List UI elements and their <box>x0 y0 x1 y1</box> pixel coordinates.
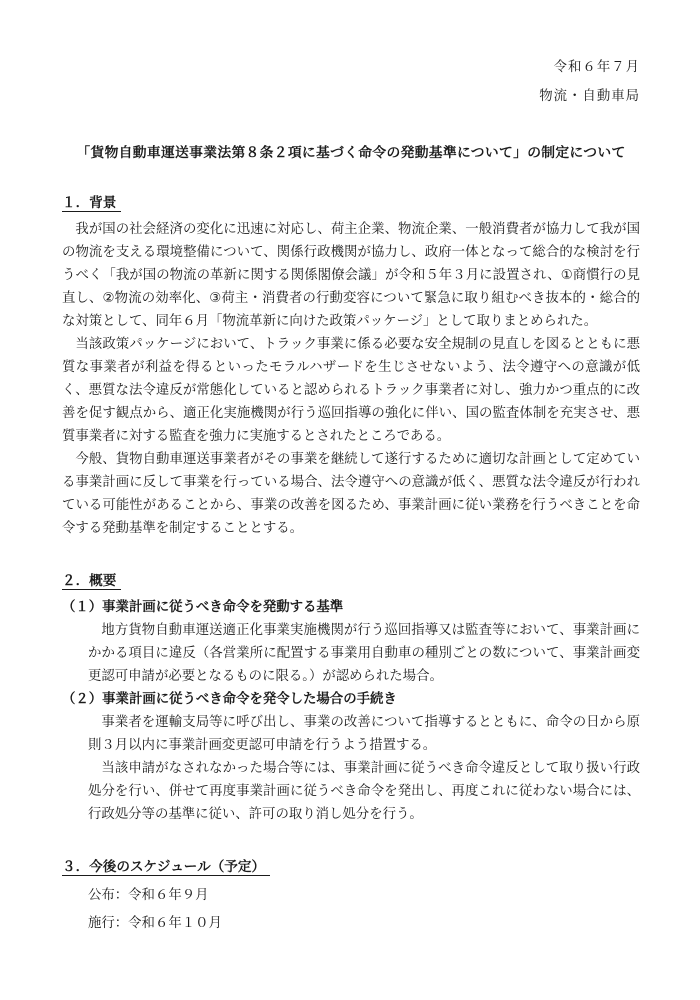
background-paragraph-2: 当該政策パッケージにおいて、トラック事業に係る必要な安全規制の見直しを図るとともに悪質な事業者が利益を得るといったモラルハザードを生じさせないよう、法令遵守への意識が低く、悪質な法令違反が常態化していると認められるトラック事業者に対し、強力かつ重点的に改善を促す観点から、適正化実施機関が行う巡回指導の強化に伴い、国の監査体制を充実させ、悪質事業者に対する監査を強力に実施するとされたところである。 <box>62 336 640 443</box>
overview-item-2-label: （２）事業計画に従うべき命令を発令した場合の手続き <box>62 691 397 706</box>
overview-item-1-label: （１）事業計画に従うべき命令を発動する基準 <box>62 599 344 614</box>
overview-item-2-body-2: 当該申請がなされなかった場合等には、事業計画に従うべき命令違反として取り扱い行政処分を行い、併せて再度事業計画に従うべき命令を発出し、再度これに従わない場合には、行政処分等の基準に従い、許可の取り消し処分を行う。 <box>88 760 640 821</box>
section-2-heading-text: ２．概要 <box>62 573 121 590</box>
schedule-content <box>62 881 640 937</box>
section-2-heading <box>62 571 640 591</box>
schedule-promulgation-line: 公布：令和６年９月 <box>88 887 209 902</box>
document-header <box>62 58 640 105</box>
section-1-heading-text: １．背景 <box>62 195 121 212</box>
section-overview <box>62 571 640 825</box>
overview-item-2-body-1: 事業者を運輸支局等に呼び出し、事業の改善について指導するとともに、命令の日から原則３月以内に事業計画変更認可申請を行うよう措置する。 <box>88 714 640 752</box>
document-title: 「貨物自動車運送事業法第８条２項に基づく命令の発動基準について」の制定について <box>76 145 626 160</box>
section-3-heading-text: ３．今後のスケジュール（予定） <box>62 859 270 876</box>
org-line: 物流・自動車局 <box>539 88 640 103</box>
section-background <box>62 193 640 539</box>
date-line: 令和６年７月 <box>553 59 640 74</box>
section-3-heading <box>62 857 640 877</box>
background-paragraph-1: 我が国の社会経済の変化に迅速に対応し、荷主企業、物流企業、一般消費者が協力して我が国の物流を支える環境整備について、関係行政機関が協力し、政府一体となって総合的な検討を行うべく「我が国の物流の革新に関する関係閣僚会議」が令和５年３月に設置され、①商慣行の見直し、②物流の効率化、③荷主・消費者の行動変容について緊急に取り組むべき抜本的・総合的な対策として、同年６月「物流革新に向けた政策パッケージ」として取りまとめられた。 <box>62 221 640 328</box>
section-1-heading <box>62 193 640 213</box>
overview-content <box>62 595 640 825</box>
overview-item-1-body: 地方貨物自動車運送適正化事業実施機関が行う巡回指導又は監査等において、事業計画にかかる項目に違反（各営業所に配置する事業用自動車の種別ごとの数について、事業計画変更認可申請が必要となるものに限る。）が認められた場合。 <box>88 622 640 683</box>
section-schedule <box>62 857 640 937</box>
schedule-enforcement-line: 施行：令和６年１０月 <box>88 915 222 930</box>
background-paragraph-3: 今般、貨物自動車運送事業者がその事業を継続して遂行するために適切な計画として定めている事業計画に反して事業を行っている場合、法令遵守への意識が低く、悪質な法令違反が行われている可能性があることから、事業の改善を図るため、事業計画に従い業務を行うべきことを命令する発動基準を制定することとする。 <box>62 451 640 535</box>
